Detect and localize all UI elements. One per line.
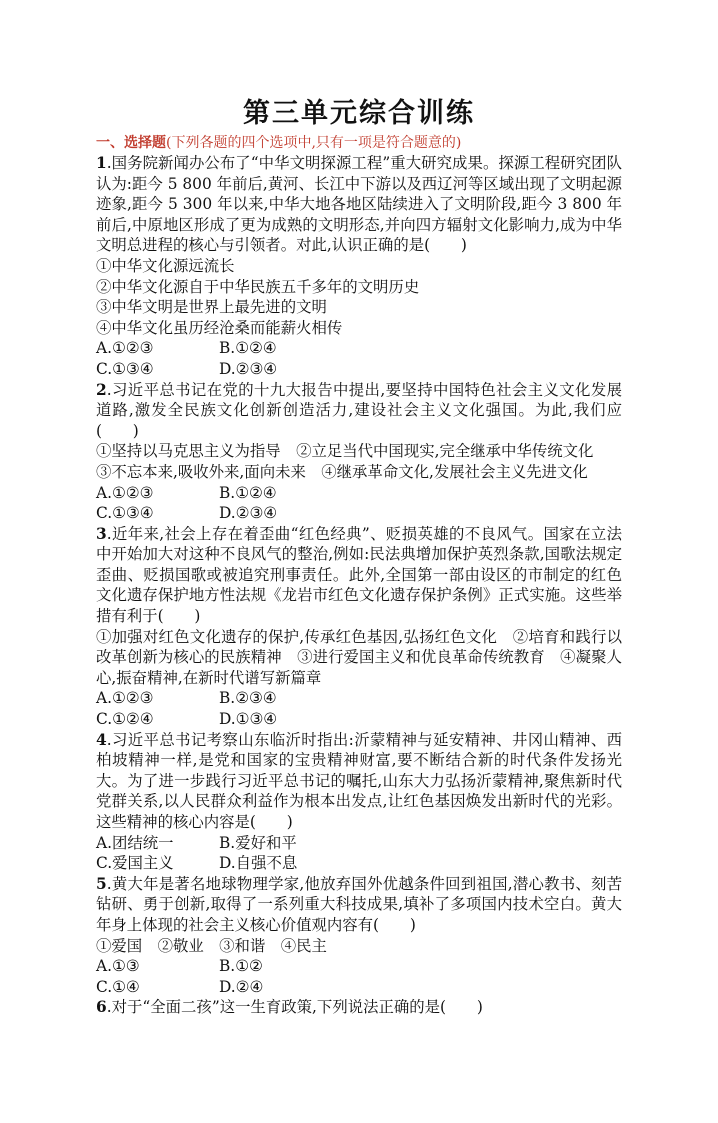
choice-a: A.①②③ — [96, 339, 154, 358]
answer-choices — [96, 833, 622, 874]
choice-c: C.爱国主义 — [96, 854, 174, 873]
question-text: .黄大年是著名地球物理学家,他放弃国外优越条件回到祖国,潜心教书、刻苦钻研、勇于创新,取得了一系列重大科技成果,填补了多项国内技术空白。黄大年身上体现的社会主义核心价值观内容有( ) — [96, 874, 622, 934]
statement-items: ①加强对红色文化遗存的保护,传承红色基因,弘扬红色文化 ②培育和践行以改革创新为核心的民族精神 ③进行爱国主义和优良革命传统教育 ④凝聚人心,振奋精神,在新时代谱写新篇章 — [96, 627, 622, 687]
question-number: 6 — [96, 998, 107, 1017]
answer-choices — [96, 956, 622, 997]
page-title: 第三单元综合训练 — [243, 98, 475, 129]
question-stem — [96, 153, 622, 256]
choice-d: D.②③④ — [219, 359, 278, 378]
question-number: 4 — [96, 730, 107, 749]
question-text: .对于“全面二孩”这一生育政策,下列说法正确的是( ) — [106, 998, 483, 1017]
question-5 — [96, 874, 622, 998]
choice-b: B.①②④ — [219, 483, 277, 502]
question-1 — [96, 153, 622, 380]
choice-b: B.爱好和平 — [219, 833, 297, 852]
question-3 — [96, 524, 622, 730]
question-number: 1 — [96, 154, 107, 172]
choice-b: B.②③④ — [219, 689, 277, 708]
choice-b: B.①②④ — [219, 339, 277, 358]
answer-choices — [96, 688, 622, 729]
choice-d: D.自强不息 — [219, 854, 298, 873]
question-stem — [96, 730, 622, 833]
question-number: 3 — [96, 524, 107, 543]
statement-item: ②中华文化源自于中华民族五千多年的文明历史 — [96, 277, 420, 296]
statement-item: ①中华文化源远流长 — [96, 256, 235, 275]
section-heading-label: 一、选择题 — [96, 135, 166, 151]
question-2 — [96, 380, 622, 524]
question-4 — [96, 730, 622, 874]
choice-d: D.②④ — [219, 977, 264, 996]
question-text: .近年来,社会上存在着歪曲“红色经典”、贬损英雄的不良风气。国家在立法中开始加大对这种不良风气的整治,例如:民法典增加保护英烈条款,国歌法规定歪曲、贬损国歌或被追究刑事责任。此外,全国第一部由设区的市制定的红色文化遗存保护地方性法规《龙岩市红色文化遗存保护条例》正式实施。这些举措有利于( ) — [96, 524, 622, 626]
statement-item: ④中华文化虽历经沧桑而能薪火相传 — [96, 318, 343, 337]
question-text: .习近平总书记在党的十九大报告中提出,要坚持中国特色社会主义文化发展道路,激发全民族文化创新创造活力,建设社会主义文化强国。为此,我们应( ) — [96, 380, 622, 440]
choice-d: D.①③④ — [219, 710, 278, 729]
section-instruction: (下列各题的四个选项中,只有一项是符合题意的) — [166, 135, 462, 151]
question-stem — [96, 997, 622, 1018]
question-text: .习近平总书记考察山东临沂时指出:沂蒙精神与延安精神、井冈山精神、西柏坡精神一样,是党和国家的宝贵精神财富,要不断结合新的时代条件发扬光大。为了进一步践行习近平总书记的嘱托,山东大力弘扬沂蒙精神,聚焦新时代党群关系,以人民群众利益作为根本出发点,让红色基因焕发出新时代的光彩。这些精神的核心内容是( ) — [96, 730, 622, 831]
statement-item: ③不忘本来,吸收外来,面向未来 ④继承革命文化,发展社会主义先进文化 — [96, 462, 588, 481]
choice-a: A.①③ — [96, 957, 140, 976]
question-text: .国务院新闻办公布了“中华文明探源工程”重大研究成果。探源工程研究团队认为:距今 5 800 年前后,黄河、长江中下游以及西辽河等区域出现了文明起源迹象,距今 5 300 年以来,中华大地各地区陆续进入了文明阶段,距今 3 800 年前后,中原地区形成了更为成熟的文明形态,并向四方辐射文化影响力,成为中华文明总进程的核心与引领者。对此,认识正确的是( ) — [96, 154, 622, 255]
choice-a: A.①②③ — [96, 483, 154, 502]
question-stem — [96, 524, 622, 627]
question-number: 5 — [96, 874, 107, 893]
question-6 — [96, 997, 622, 1018]
statement-item: ①爱国 ②敬业 ③和谐 ④民主 — [96, 936, 327, 955]
document-page — [96, 96, 622, 1018]
statement-item: ③中华文明是世界上最先进的文明 — [96, 298, 327, 317]
choice-b: B.①② — [219, 957, 263, 976]
choice-c: C.①②④ — [96, 710, 154, 729]
section-heading — [96, 134, 622, 153]
answer-choices — [96, 338, 622, 379]
question-stem — [96, 874, 622, 936]
answer-choices — [96, 483, 622, 524]
choice-d: D.②③④ — [219, 504, 278, 523]
choice-c: C.①③④ — [96, 504, 154, 523]
choice-a: A.①②③ — [96, 689, 154, 708]
choice-a: A.团结统一 — [96, 833, 174, 852]
question-number: 2 — [96, 380, 107, 399]
choice-c: C.①④ — [96, 977, 140, 996]
statement-item: ①坚持以马克思主义为指导 ②立足当代中国现实,完全继承中华传统文化 — [96, 442, 594, 461]
question-stem — [96, 380, 622, 442]
choice-c: C.①③④ — [96, 359, 154, 378]
